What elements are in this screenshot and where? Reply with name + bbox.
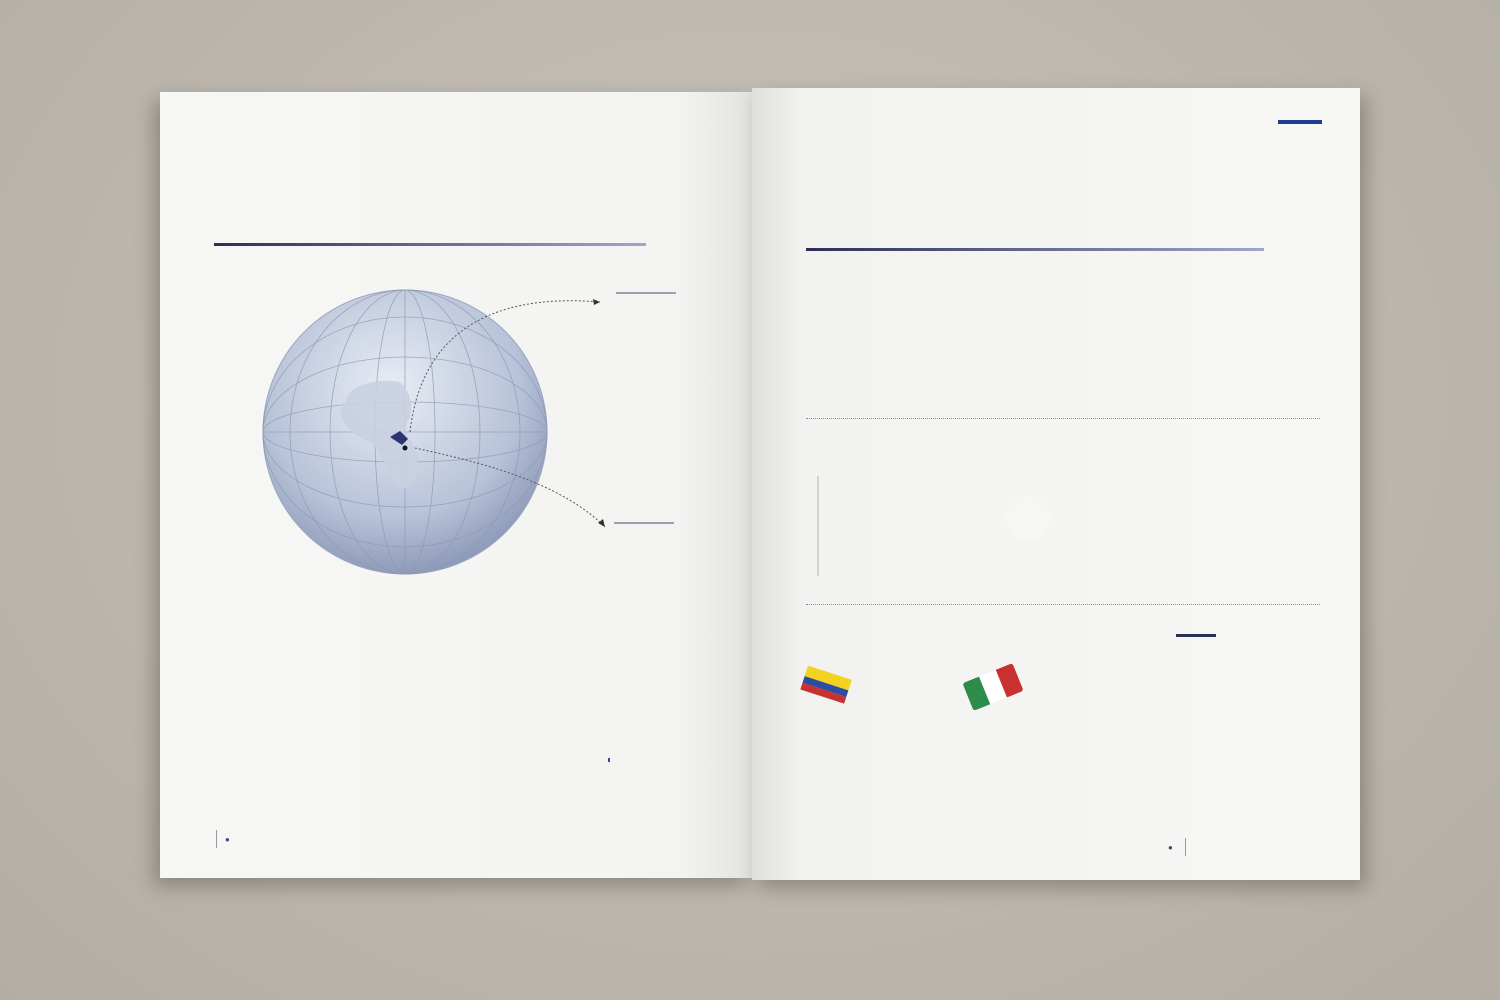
left-footer: ● bbox=[208, 830, 234, 848]
made-in-mexico-tag bbox=[962, 663, 1023, 711]
products-pie-chart bbox=[208, 676, 338, 806]
destinos-donut-chart bbox=[986, 476, 1070, 560]
exports-heading bbox=[616, 292, 676, 297]
right-title-rule bbox=[806, 248, 1264, 251]
left-title-rule bbox=[214, 243, 646, 246]
imports-heading bbox=[614, 522, 674, 527]
made-in-colombia-tag bbox=[798, 666, 852, 711]
divider-2 bbox=[806, 604, 1320, 605]
footnote bbox=[608, 758, 712, 762]
ied-table bbox=[806, 284, 1320, 288]
origen-stacked-bar bbox=[806, 474, 846, 578]
left-page bbox=[160, 92, 752, 878]
right-footer: ● bbox=[1164, 838, 1194, 856]
ied-source bbox=[806, 284, 1320, 288]
flow-arrows bbox=[400, 282, 620, 542]
right-page bbox=[752, 88, 1360, 880]
gpi-logo bbox=[1278, 120, 1322, 126]
gpi-logo-text bbox=[1278, 120, 1322, 124]
imports-list bbox=[614, 522, 718, 537]
exports-list bbox=[616, 292, 718, 307]
divider-1 bbox=[806, 418, 1320, 419]
pib-rule bbox=[1176, 634, 1216, 637]
